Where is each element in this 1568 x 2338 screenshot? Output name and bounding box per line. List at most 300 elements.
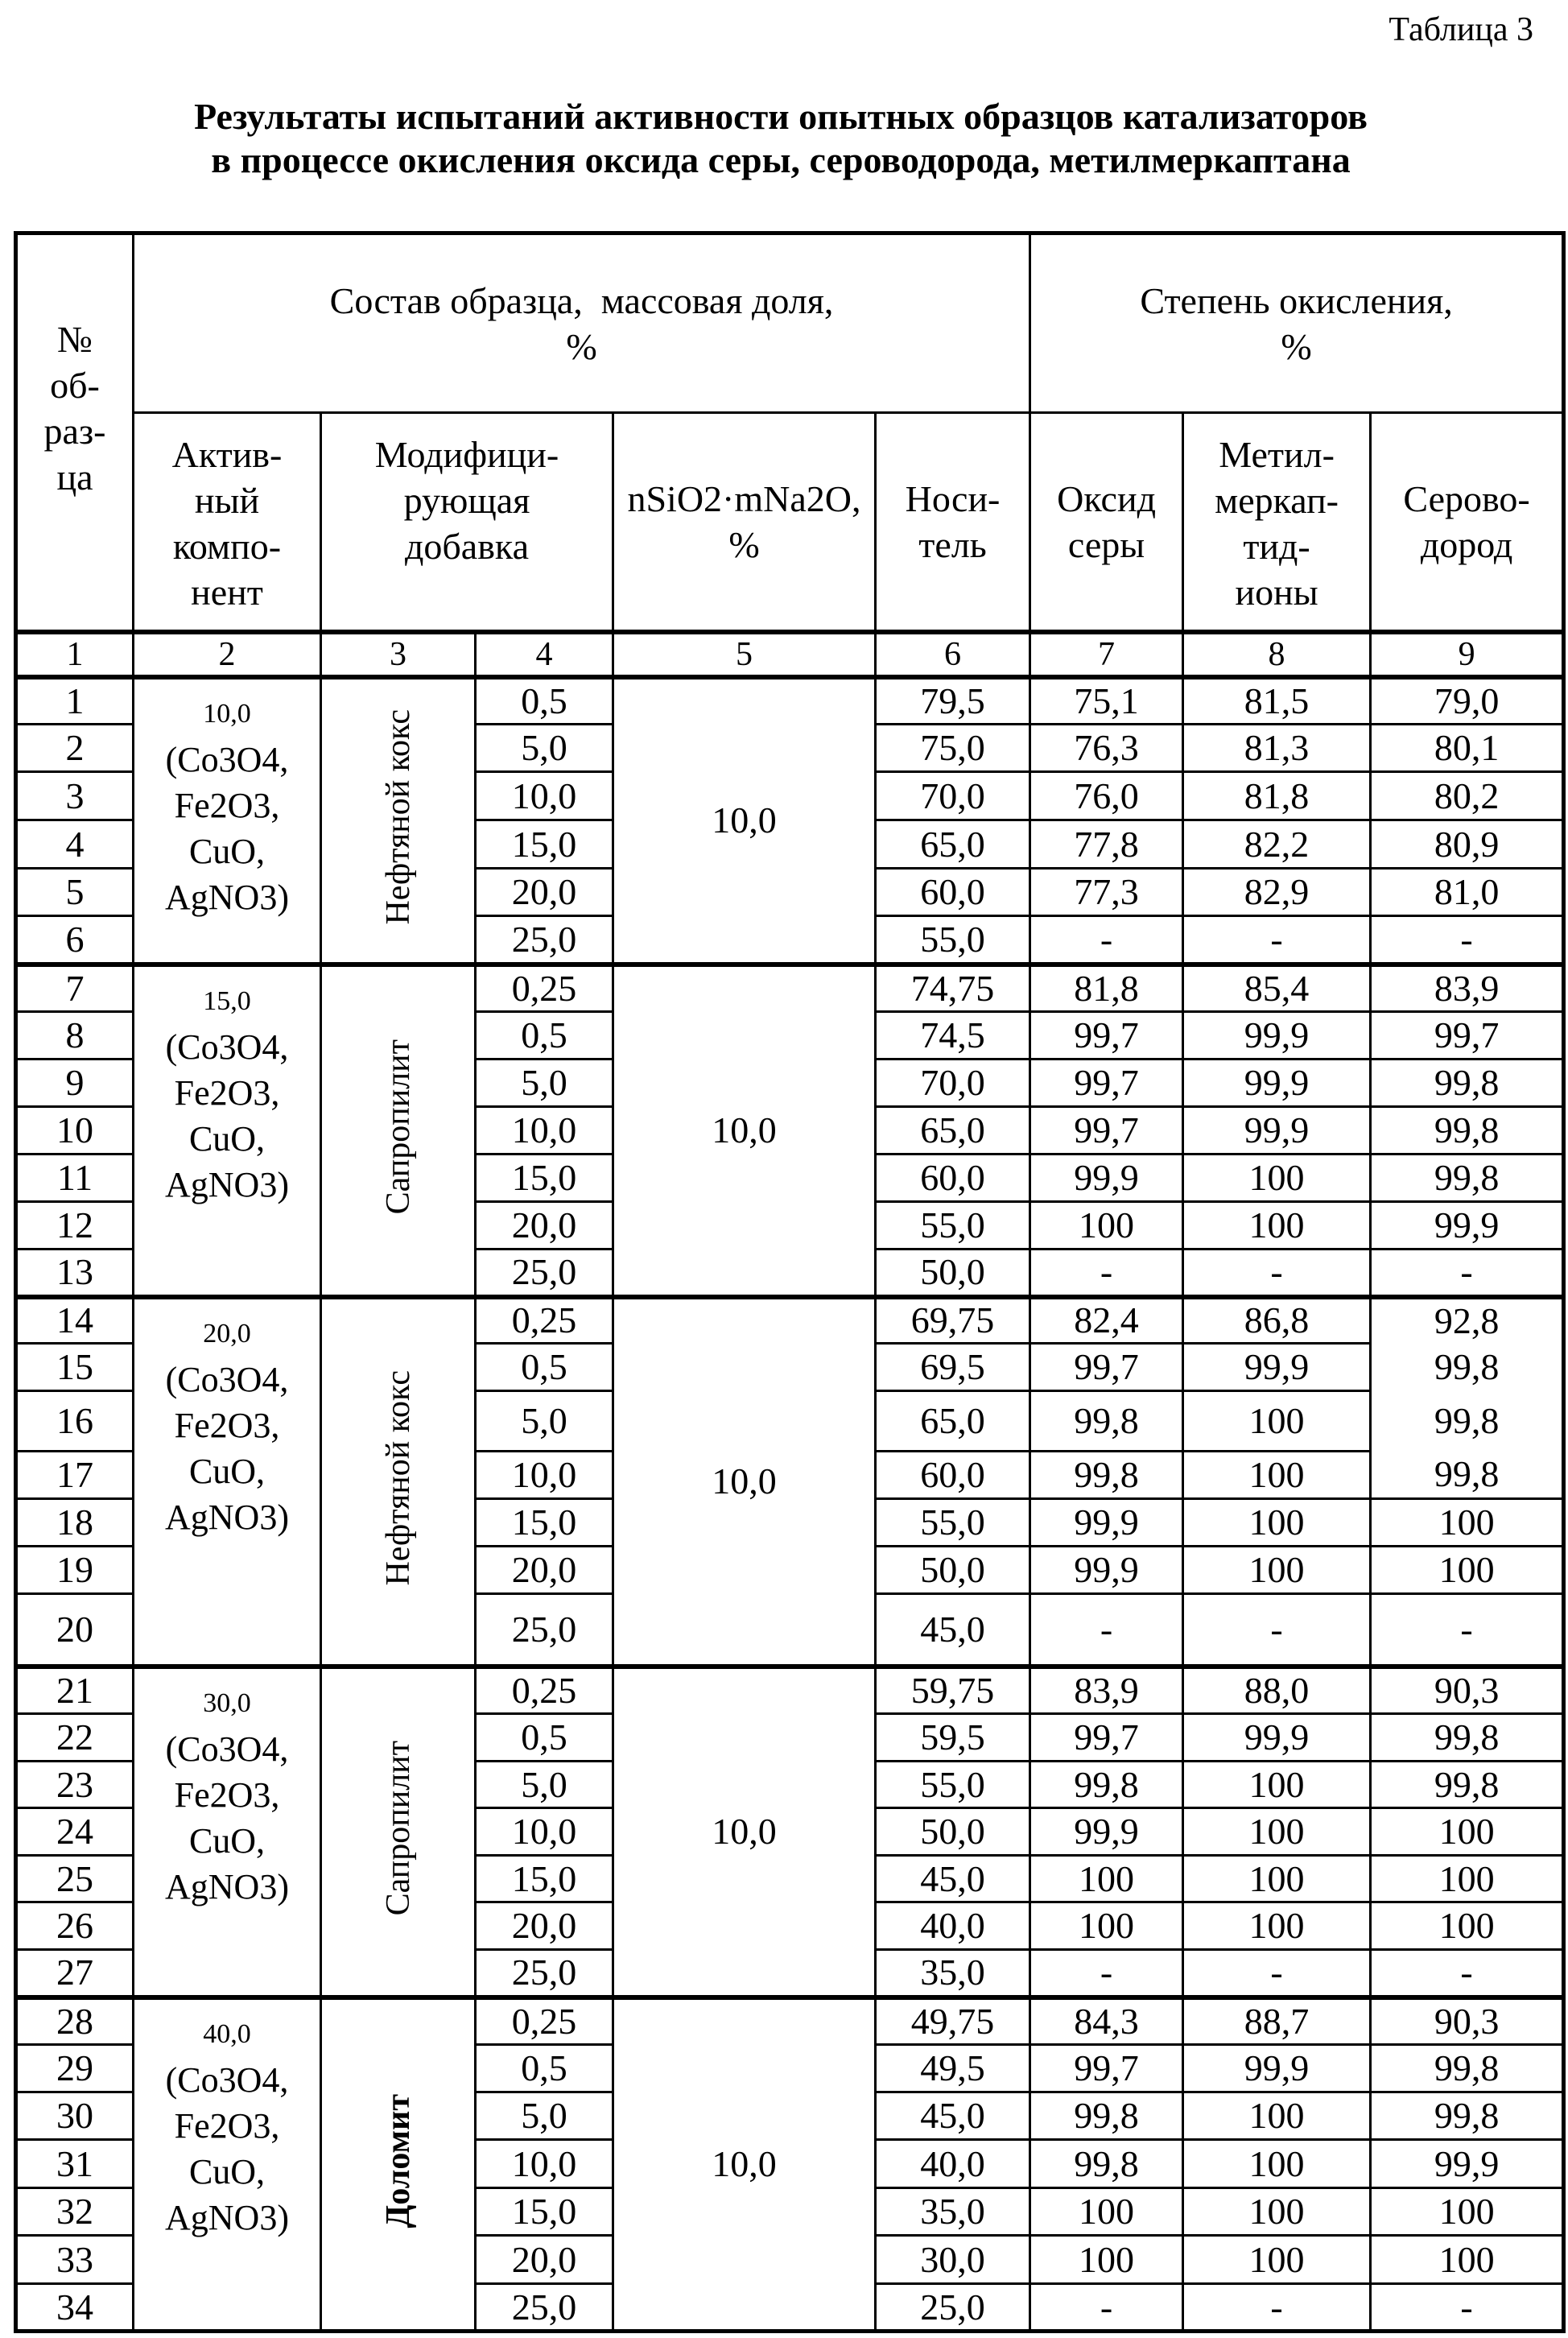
modifier-amount-cell: 0,5 [476,1012,613,1060]
header-active-component [134,413,321,632]
sulfur-oxide-cell: 83,9 [1030,1667,1183,1714]
modifier-name-cell [321,965,476,1297]
modifier-amount-cell: 10,0 [476,772,613,820]
sulfur-oxide-cell: 99,8 [1030,1762,1183,1808]
methylmercaptide-cell: - [1183,1594,1371,1667]
modifier-amount-cell: 10,0 [476,1107,613,1155]
sample-number-cell: 23 [16,1762,134,1808]
header-silicate [613,413,876,632]
sulfur-oxide-cell: 100 [1030,1856,1183,1902]
modifier-amount-cell: 10,0 [476,1808,613,1856]
column-number: 3 [321,632,476,677]
carrier-cell: 45,0 [876,1594,1030,1667]
carrier-cell: 60,0 [876,1452,1030,1499]
silicate-cell: 10,0 [613,1997,876,2332]
sample-number-cell: 24 [16,1808,134,1856]
hydrogen-sulfide-cell: 90,3 [1371,1997,1564,2045]
active-component-formula-line: (Co3O4, [134,1357,320,1402]
sulfur-oxide-cell: 76,0 [1030,772,1183,820]
sulfur-oxide-cell: 99,7 [1030,1012,1183,1060]
sulfur-oxide-cell: - [1030,1594,1183,1667]
modifier-amount-cell: 15,0 [476,1499,613,1547]
header-line: ионы [1184,569,1369,615]
modifier-amount-cell: 25,0 [476,1250,613,1297]
sulfur-oxide-cell: 99,8 [1030,1391,1183,1452]
sample-number-cell: 34 [16,2284,134,2332]
carrier-cell: 55,0 [876,1499,1030,1547]
sulfur-oxide-cell: 99,9 [1030,1547,1183,1594]
sample-number-cell: 33 [16,2236,134,2284]
hydrogen-sulfide-cell: 92,8 [1371,1297,1564,1344]
header-line: серы [1031,522,1182,568]
carrier-cell: 45,0 [876,2092,1030,2140]
active-component-formula-line: CuO, [134,828,320,874]
active-component-cell [134,677,321,965]
sulfur-oxide-cell: 99,7 [1030,1714,1183,1762]
header-line: % [614,522,874,568]
sample-number-cell: 6 [16,916,134,965]
modifier-amount-cell: 5,0 [476,725,613,772]
methylmercaptide-cell: 100 [1183,2140,1371,2188]
methylmercaptide-cell: 100 [1183,1547,1371,1594]
modifier-amount-cell: 5,0 [476,1060,613,1107]
carrier-cell: 79,5 [876,677,1030,725]
header-line: об- [18,362,132,408]
sample-number-cell: 20 [16,1594,134,1667]
modifier-name: Сапропилит [382,1039,415,1214]
sulfur-oxide-cell: 99,9 [1030,1499,1183,1547]
active-component-cell [134,965,321,1297]
active-component-amount: 40,0 [134,2011,320,2057]
column-number: 9 [1371,632,1564,677]
sulfur-oxide-cell: 99,8 [1030,1452,1183,1499]
active-component-formula-line: Fe2O3, [134,1070,320,1116]
active-component-amount: 10,0 [134,691,320,737]
active-component-formula-line: Fe2O3, [134,1772,320,1818]
header-row-groups [16,233,1564,413]
modifier-amount-cell: 15,0 [476,1856,613,1902]
carrier-cell: 65,0 [876,820,1030,869]
carrier-cell: 45,0 [876,1856,1030,1902]
sample-number-cell: 15 [16,1344,134,1391]
sulfur-oxide-cell: 77,3 [1030,869,1183,916]
table-label: Таблица 3 [1389,10,1533,50]
sulfur-oxide-cell: 99,7 [1030,1060,1183,1107]
carrier-cell: 65,0 [876,1107,1030,1155]
active-component-formula-line: AgNO3) [134,1864,320,1910]
hydrogen-sulfide-cell: 83,9 [1371,965,1564,1012]
carrier-cell: 49,75 [876,1997,1030,2045]
carrier-cell: 65,0 [876,1391,1030,1452]
modifier-amount-cell: 20,0 [476,2236,613,2284]
header-sulfur-oxide [1030,413,1183,632]
modifier-amount-cell: 0,5 [476,1714,613,1762]
carrier-cell: 40,0 [876,1902,1030,1950]
hydrogen-sulfide-cell: - [1371,916,1564,965]
hydrogen-sulfide-cell: 79,0 [1371,677,1564,725]
sample-number-cell: 21 [16,1667,134,1714]
modifier-name: Нефтяной кокс [382,1370,415,1586]
active-component-formula-line: AgNO3) [134,2195,320,2241]
header-line: % [134,324,1029,370]
header-row-columns [16,413,1564,632]
hydrogen-sulfide-cell: 100 [1371,1808,1564,1856]
hydrogen-sulfide-cell: 99,8 [1371,2092,1564,2140]
methylmercaptide-cell: - [1183,916,1371,965]
silicate-cell: 10,0 [613,1297,876,1667]
active-component-formula-line: Fe2O3, [134,1402,320,1448]
silicate-cell: 10,0 [613,1667,876,1997]
sulfur-oxide-cell: 99,9 [1030,1155,1183,1202]
methylmercaptide-cell: 82,2 [1183,820,1371,869]
column-number: 8 [1183,632,1371,677]
carrier-cell: 30,0 [876,2236,1030,2284]
header-line: Метил- [1184,432,1369,477]
sulfur-oxide-cell: 75,1 [1030,677,1183,725]
modifier-amount-cell: 0,25 [476,965,613,1012]
header-modifier [321,413,613,632]
sample-number-cell: 5 [16,869,134,916]
column-number: 7 [1030,632,1183,677]
hydrogen-sulfide-cell: 99,8 [1371,1762,1564,1808]
carrier-cell: 59,5 [876,1714,1030,1762]
column-number: 6 [876,632,1030,677]
sample-number-cell: 16 [16,1391,134,1452]
carrier-cell: 74,75 [876,965,1030,1012]
modifier-amount-cell: 15,0 [476,820,613,869]
methylmercaptide-cell: 100 [1183,1856,1371,1902]
methylmercaptide-cell: 81,8 [1183,772,1371,820]
column-number: 2 [134,632,321,677]
sample-number-cell: 9 [16,1060,134,1107]
sulfur-oxide-cell: 99,7 [1030,1344,1183,1391]
hydrogen-sulfide-cell: 99,8 [1371,1107,1564,1155]
modifier-amount-cell: 20,0 [476,869,613,916]
active-component-amount: 20,0 [134,1311,320,1357]
header-line: № [18,316,132,362]
header-line: Степень окисления, [1031,278,1562,324]
methylmercaptide-cell: 100 [1183,1202,1371,1250]
sulfur-oxide-cell: 99,8 [1030,2092,1183,2140]
carrier-cell: 75,0 [876,725,1030,772]
sample-number-cell: 8 [16,1012,134,1060]
methylmercaptide-cell: 100 [1183,2188,1371,2236]
modifier-name-cell [321,677,476,965]
carrier-cell: 35,0 [876,1950,1030,1997]
results-body [16,677,1564,2332]
carrier-cell: 70,0 [876,772,1030,820]
modifier-amount-cell: 25,0 [476,1950,613,1997]
hydrogen-sulfide-cell: 99,8 [1371,1714,1564,1762]
hydrogen-sulfide-cell: 100 [1371,1856,1564,1902]
modifier-amount-cell: 25,0 [476,2284,613,2332]
active-component-cell [134,1997,321,2332]
sample-number-cell: 25 [16,1856,134,1902]
sulfur-oxide-cell: 99,7 [1030,2045,1183,2092]
modifier-amount-cell: 10,0 [476,1452,613,1499]
header-line: nSiO2·mNa2O, [614,476,874,522]
carrier-cell: 74,5 [876,1012,1030,1060]
active-component-formula-line: Fe2O3, [134,2103,320,2149]
sulfur-oxide-cell: 100 [1030,1902,1183,1950]
sulfur-oxide-cell: 77,8 [1030,820,1183,869]
sample-number-cell: 12 [16,1202,134,1250]
carrier-cell: 25,0 [876,2284,1030,2332]
active-component-formula-line: Fe2O3, [134,783,320,828]
modifier-name-cell [321,1997,476,2332]
hydrogen-sulfide-cell: 100 [1371,2236,1564,2284]
methylmercaptide-cell: 100 [1183,2092,1371,2140]
header-line: меркап- [1184,477,1369,523]
modifier-name-cell [321,1297,476,1667]
methylmercaptide-cell: 99,9 [1183,1344,1371,1391]
header-line: Носи- [877,476,1029,522]
header-hydrogen-sulfide [1371,413,1564,632]
header-line: тид- [1184,523,1369,569]
header-line: добавка [322,523,612,569]
hydrogen-sulfide-cell: - [1371,1950,1564,1997]
sulfur-oxide-cell: - [1030,916,1183,965]
carrier-cell: 50,0 [876,1808,1030,1856]
hydrogen-sulfide-cell: 81,0 [1371,869,1564,916]
hydrogen-sulfide-cell: - [1371,2284,1564,2332]
methylmercaptide-cell: 81,3 [1183,725,1371,772]
active-component-formula-line: AgNO3) [134,1494,320,1540]
hydrogen-sulfide-cell: 99,8 [1371,1155,1564,1202]
sample-number-cell: 28 [16,1997,134,2045]
header-line: Оксид [1031,476,1182,522]
methylmercaptide-cell: - [1183,2284,1371,2332]
silicate-cell: 10,0 [613,965,876,1297]
methylmercaptide-cell: 81,5 [1183,677,1371,725]
modifier-amount-cell: 0,5 [476,1344,613,1391]
page-title [0,95,1562,182]
header-sample-number [16,233,134,632]
methylmercaptide-cell: - [1183,1250,1371,1297]
modifier-amount-cell: 0,5 [476,2045,613,2092]
active-component-formula-line: CuO, [134,1448,320,1494]
methylmercaptide-cell: 88,7 [1183,1997,1371,2045]
sample-number-cell: 27 [16,1950,134,1997]
carrier-cell: 35,0 [876,2188,1030,2236]
methylmercaptide-cell: 99,9 [1183,1012,1371,1060]
header-line: рующая [322,477,612,523]
carrier-cell: 59,75 [876,1667,1030,1714]
methylmercaptide-cell: 100 [1183,1808,1371,1856]
modifier-amount-cell: 15,0 [476,1155,613,1202]
sample-number-cell: 1 [16,677,134,725]
sulfur-oxide-cell: - [1030,1250,1183,1297]
active-component-amount: 30,0 [134,1680,320,1726]
carrier-cell: 49,5 [876,2045,1030,2092]
column-number: 1 [16,632,134,677]
active-component-formula-line: CuO, [134,1116,320,1162]
sulfur-oxide-cell: 99,7 [1030,1107,1183,1155]
carrier-cell: 70,0 [876,1060,1030,1107]
table-row [16,677,1564,725]
sample-number-cell: 30 [16,2092,134,2140]
sample-number-cell: 29 [16,2045,134,2092]
column-number: 5 [613,632,876,677]
header-line: компо- [134,523,320,569]
header-line: % [1031,324,1562,370]
modifier-amount-cell: 0,25 [476,1297,613,1344]
sample-number-cell: 19 [16,1547,134,1594]
header-methylmercaptide [1183,413,1371,632]
hydrogen-sulfide-cell: 100 [1371,1902,1564,1950]
methylmercaptide-cell: 100 [1183,2236,1371,2284]
active-component-cell [134,1667,321,1997]
modifier-amount-cell: 0,5 [476,677,613,725]
methylmercaptide-cell: 99,9 [1183,2045,1371,2092]
title-line-2: в процессе окисления оксида серы, сероводорода, метилмеркаптана [0,138,1562,182]
modifier-name: Доломит [382,2094,415,2229]
hydrogen-sulfide-cell: 80,2 [1371,772,1564,820]
carrier-cell: 69,5 [876,1344,1030,1391]
header-composition-group [134,233,1030,413]
sample-number-cell: 14 [16,1297,134,1344]
header-line: Состав образца, массовая доля, [134,278,1029,324]
sulfur-oxide-cell: 84,3 [1030,1997,1183,2045]
modifier-amount-cell: 10,0 [476,2140,613,2188]
modifier-amount-cell: 25,0 [476,916,613,965]
sample-number-cell: 26 [16,1902,134,1950]
hydrogen-sulfide-cell: 100 [1371,1499,1564,1547]
header-line: нент [134,569,320,615]
carrier-cell: 69,75 [876,1297,1030,1344]
hydrogen-sulfide-cell: 80,1 [1371,725,1564,772]
header-line: раз- [18,408,132,454]
sample-number-cell: 17 [16,1452,134,1499]
sample-number-cell: 32 [16,2188,134,2236]
sample-number-cell: 10 [16,1107,134,1155]
carrier-cell: 55,0 [876,916,1030,965]
hydrogen-sulfide-cell: 100 [1371,2188,1564,2236]
sulfur-oxide-cell: 100 [1030,2188,1183,2236]
methylmercaptide-cell: 100 [1183,1452,1371,1499]
hydrogen-sulfide-cell: 99,9 [1371,2140,1564,2188]
active-component-formula-line: CuO, [134,2149,320,2195]
results-table [14,231,1566,2333]
sample-number-cell: 13 [16,1250,134,1297]
sulfur-oxide-cell: 100 [1030,2236,1183,2284]
sample-number-cell: 2 [16,725,134,772]
sulfur-oxide-cell: 99,8 [1030,2140,1183,2188]
carrier-cell: 50,0 [876,1547,1030,1594]
methylmercaptide-cell: 100 [1183,1499,1371,1547]
active-component-formula-line: CuO, [134,1818,320,1864]
active-component-formula-line: (Co3O4, [134,737,320,783]
table-row [16,1667,1564,1714]
modifier-amount-cell: 5,0 [476,1762,613,1808]
header-line: Модифици- [322,432,612,477]
carrier-cell: 60,0 [876,869,1030,916]
active-component-amount: 15,0 [134,978,320,1024]
methylmercaptide-cell: - [1183,1950,1371,1997]
active-component-formula-line: AgNO3) [134,874,320,920]
table-row [16,965,1564,1012]
modifier-amount-cell: 0,25 [476,1997,613,2045]
methylmercaptide-cell: 99,9 [1183,1714,1371,1762]
sulfur-oxide-cell: 82,4 [1030,1297,1183,1344]
modifier-amount-cell: 0,25 [476,1667,613,1714]
modifier-amount-cell: 20,0 [476,1202,613,1250]
sulfur-oxide-cell: 76,3 [1030,725,1183,772]
sample-number-cell: 4 [16,820,134,869]
active-component-cell [134,1297,321,1667]
sulfur-oxide-cell: - [1030,1950,1183,1997]
methylmercaptide-cell: 99,9 [1183,1060,1371,1107]
hydrogen-sulfide-cell: 100 [1371,1547,1564,1594]
column-number-row [16,632,1564,677]
hydrogen-sulfide-cell: 99,7 [1371,1012,1564,1060]
hydrogen-sulfide-cell: 90,3 [1371,1667,1564,1714]
header-carrier [876,413,1030,632]
methylmercaptide-cell: 99,9 [1183,1107,1371,1155]
silicate-cell: 10,0 [613,677,876,965]
sample-number-cell: 18 [16,1499,134,1547]
header-line: тель [877,522,1029,568]
methylmercaptide-cell: 86,8 [1183,1297,1371,1344]
modifier-amount-cell: 20,0 [476,1902,613,1950]
hydrogen-sulfide-cell: - [1371,1250,1564,1297]
hydrogen-sulfide-cell: 99,8 [1371,2045,1564,2092]
methylmercaptide-cell: 82,9 [1183,869,1371,916]
active-component-formula-line: AgNO3) [134,1162,320,1208]
table-row [16,1997,1564,2045]
methylmercaptide-cell: 100 [1183,1155,1371,1202]
methylmercaptide-cell: 100 [1183,1762,1371,1808]
active-component-formula-line: (Co3O4, [134,2057,320,2103]
header-line: ца [18,454,132,500]
active-component-formula-line: (Co3O4, [134,1726,320,1772]
modifier-amount-cell: 20,0 [476,1547,613,1594]
header-line: дород [1372,522,1562,568]
sample-number-cell: 11 [16,1155,134,1202]
modifier-name: Сапропилит [382,1741,415,1915]
methylmercaptide-cell: 100 [1183,1902,1371,1950]
hydrogen-sulfide-cell: 99,8 [1371,1391,1564,1452]
sulfur-oxide-cell: 100 [1030,1202,1183,1250]
sample-number-cell: 31 [16,2140,134,2188]
hydrogen-sulfide-cell: 99,8 [1371,1452,1564,1499]
methylmercaptide-cell: 85,4 [1183,965,1371,1012]
carrier-cell: 55,0 [876,1762,1030,1808]
header-line: Актив- [134,432,320,477]
hydrogen-sulfide-cell: 99,8 [1371,1344,1564,1391]
active-component-formula-line: (Co3O4, [134,1024,320,1070]
hydrogen-sulfide-cell: 99,8 [1371,1060,1564,1107]
header-line: Серово- [1372,476,1562,522]
modifier-amount-cell: 25,0 [476,1594,613,1667]
modifier-amount-cell: 5,0 [476,2092,613,2140]
title-line-1: Результаты испытаний активности опытных образцов катализаторов [0,95,1562,138]
carrier-cell: 60,0 [876,1155,1030,1202]
sulfur-oxide-cell: 81,8 [1030,965,1183,1012]
methylmercaptide-cell: 100 [1183,1391,1371,1452]
table-row [16,1297,1564,1344]
modifier-amount-cell: 5,0 [476,1391,613,1452]
methylmercaptide-cell: 88,0 [1183,1667,1371,1714]
hydrogen-sulfide-cell: 99,9 [1371,1202,1564,1250]
hydrogen-sulfide-cell: 80,9 [1371,820,1564,869]
modifier-amount-cell: 15,0 [476,2188,613,2236]
sample-number-cell: 7 [16,965,134,1012]
sample-number-cell: 22 [16,1714,134,1762]
modifier-name: Нефтяной кокс [382,709,415,925]
sulfur-oxide-cell: - [1030,2284,1183,2332]
sample-number-cell: 3 [16,772,134,820]
